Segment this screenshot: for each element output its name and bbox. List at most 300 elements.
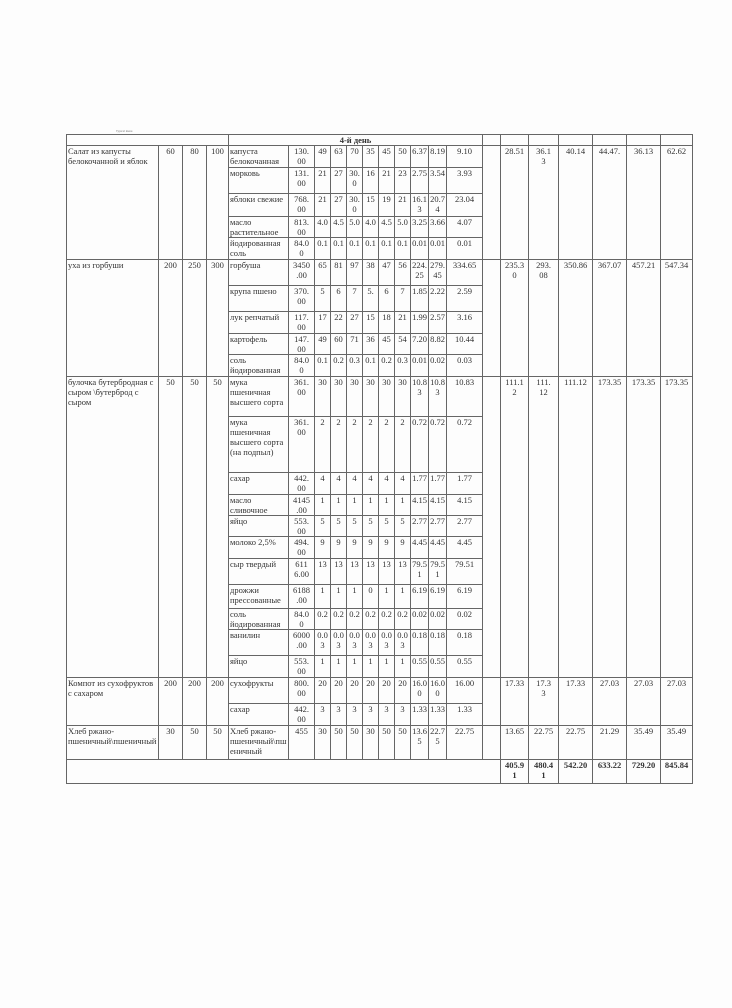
ingredient-value: 3.66 [429, 217, 447, 238]
ingredient-value: 71 [347, 334, 363, 355]
ingredient-name: соль йодированная [229, 609, 289, 630]
ingredient-value: 9 [379, 537, 395, 559]
ingredient-value: 4.45 [447, 537, 483, 559]
ingredient-value: 30 [315, 726, 331, 760]
empty-cell [661, 135, 693, 146]
ingredient-value: 45 [379, 334, 395, 355]
yield-cell: 80 [183, 146, 207, 260]
ingredient-value: 1 [363, 495, 379, 516]
ingredient-name: горбуша [229, 260, 289, 286]
dish-total: 22.75 [559, 726, 593, 760]
empty-cell [67, 135, 229, 146]
dish-total: 17.33 [559, 678, 593, 726]
dish-total: 27.03 [593, 678, 627, 726]
ingredient-value: 21 [395, 312, 411, 334]
ingredient-value: 1 [347, 585, 363, 609]
ingredient-value: 0.72 [429, 417, 447, 473]
ingredient-value: 4.15 [447, 495, 483, 516]
ingredient-value: 13 [379, 559, 395, 585]
ingredient-price: 130. 00 [289, 146, 315, 168]
table-row [67, 377, 693, 417]
dish-total: 111. 12 [529, 377, 559, 678]
ingredient-name: дрожжи прессованные [229, 585, 289, 609]
ingredient-value: 1 [331, 656, 347, 678]
ingredient-value: 79.51 [447, 559, 483, 585]
empty-cell [529, 135, 559, 146]
ingredient-price: 442. 00 [289, 473, 315, 495]
ingredient-value: 54 [395, 334, 411, 355]
grand-total-row [67, 760, 693, 784]
ingredient-value: 22.75 [447, 726, 483, 760]
dish-name: булочка бутербродная с сыром \бутерброд с сыром [67, 377, 159, 678]
ingredient-value: 4 [363, 473, 379, 495]
dish-total: 28.51 [501, 146, 529, 260]
ingredient-value: 3.93 [447, 168, 483, 194]
ingredient-value: 0.1 [395, 238, 411, 260]
ingredient-value: 49 [315, 334, 331, 355]
ingredient-value: 27 [331, 168, 347, 194]
dish-name: уха из горбуши [67, 260, 159, 377]
ingredient-value: 9 [363, 537, 379, 559]
ingredient-value: 6 [331, 286, 347, 312]
ingredient-price: 3450 .00 [289, 260, 315, 286]
ingredient-value: 0.2 [379, 355, 395, 377]
ingredient-name: капуста белокочанная [229, 146, 289, 168]
empty-cell [627, 135, 661, 146]
empty-cell [593, 135, 627, 146]
ingredient-value: 70 [347, 146, 363, 168]
ingredient-value: 1 [331, 495, 347, 516]
ingredient-value: 5.0 [395, 217, 411, 238]
ingredient-value: 2 [395, 417, 411, 473]
ingredient-value: 16.0 0 [411, 678, 429, 704]
ingredient-value: 15 [363, 312, 379, 334]
ingredient-value: 8.19 [429, 146, 447, 168]
dish-total: 21.29 [593, 726, 627, 760]
ingredient-name: яйцо [229, 656, 289, 678]
menu-table [66, 134, 693, 784]
dish-total: 235.3 0 [501, 260, 529, 377]
ingredient-value: 79.5 1 [429, 559, 447, 585]
ingredient-value: 9 [347, 537, 363, 559]
ingredient-value: 13 [315, 559, 331, 585]
ingredient-price: 553. 00 [289, 656, 315, 678]
empty-cell [483, 726, 501, 760]
ingredient-price: 361. 00 [289, 377, 315, 417]
dish-total: 367.07 [593, 260, 627, 377]
ingredient-value: 0.1 [347, 238, 363, 260]
day-title: 4-й день [229, 135, 483, 146]
ingredient-value: 22.7 5 [429, 726, 447, 760]
ingredient-value: 2.57 [429, 312, 447, 334]
ingredient-value: 65 [315, 260, 331, 286]
ingredient-value: 35 [363, 146, 379, 168]
ingredient-value: 2.77 [429, 516, 447, 537]
yield-cell: 200 [159, 260, 183, 377]
ingredient-name: морковь [229, 168, 289, 194]
dish-total: 13.65 [501, 726, 529, 760]
ingredient-value: 5.0 [347, 217, 363, 238]
ingredient-value: 9 [395, 537, 411, 559]
empty-cell [501, 135, 529, 146]
ingredient-value: 1 [347, 656, 363, 678]
ingredient-value: 0.1 [315, 355, 331, 377]
ingredient-value: 1.33 [411, 704, 429, 726]
dish-total: 44.47. [593, 146, 627, 260]
ingredient-price: 455 [289, 726, 315, 760]
ingredient-value: 13 [347, 559, 363, 585]
dish-total: 457.21 [627, 260, 661, 377]
table-row [67, 726, 693, 760]
ingredient-value: 18 [379, 312, 395, 334]
ingredient-price: 4145 .00 [289, 495, 315, 516]
ingredient-value: 36 [363, 334, 379, 355]
ingredient-value: 1 [363, 656, 379, 678]
ingredient-value: 5 [363, 516, 379, 537]
ingredient-value: 2.77 [411, 516, 429, 537]
ingredient-value: 6.19 [447, 585, 483, 609]
ingredient-value: 81 [331, 260, 347, 286]
ingredient-value: 15 [363, 194, 379, 217]
ingredient-value: 5 [379, 516, 395, 537]
ingredient-value: 4.5 [379, 217, 395, 238]
ingredient-value: 20.7 4 [429, 194, 447, 217]
ingredient-value: 3 [395, 704, 411, 726]
ingredient-value: 3 [315, 704, 331, 726]
ingredient-value: 4.0 [315, 217, 331, 238]
yield-cell: 200 [183, 678, 207, 726]
ingredient-value: 27 [347, 312, 363, 334]
dish-total: 111.1 2 [501, 377, 529, 678]
grand-total: 633.22 [593, 760, 627, 784]
empty-cell [67, 760, 501, 784]
ingredient-value: 6.37 [411, 146, 429, 168]
grand-total: 845.84 [661, 760, 693, 784]
ingredient-value: 7 [395, 286, 411, 312]
ingredient-value: 1 [315, 656, 331, 678]
ingredient-value: 0.1 [363, 238, 379, 260]
ingredient-value: 0.02 [447, 609, 483, 630]
ingredient-value: 1 [379, 656, 395, 678]
ingredient-value: 49 [315, 146, 331, 168]
ingredient-value: 5 [395, 516, 411, 537]
dish-total: 173.35 [661, 377, 693, 678]
ingredient-value: 224. 25 [411, 260, 429, 286]
ingredient-value: 20 [347, 678, 363, 704]
ingredient-value: 2.59 [447, 286, 483, 312]
ingredient-value: 0.03 [315, 630, 331, 656]
ingredient-value: 10.44 [447, 334, 483, 355]
ingredient-name: мука пшеничная высшего сорта (на подпыл) [229, 417, 289, 473]
ingredient-name: соль йодированная [229, 355, 289, 377]
dish-total: 173.35 [627, 377, 661, 678]
ingredient-name: яйцо [229, 516, 289, 537]
dish-total: 547.34 [661, 260, 693, 377]
yield-cell: 100 [207, 146, 229, 260]
ingredient-value: 0.18 [429, 630, 447, 656]
ingredient-name: сахар [229, 473, 289, 495]
ingredient-value: 0.0 3 [363, 630, 379, 656]
ingredient-value: 1 [395, 495, 411, 516]
ingredient-value: 3.16 [447, 312, 483, 334]
table-row [67, 260, 693, 286]
ingredient-value: 0 [363, 585, 379, 609]
ingredient-value: 30 [379, 377, 395, 417]
yield-cell: 50 [183, 726, 207, 760]
ingredient-value: 0.1 [331, 238, 347, 260]
grand-total: 480.4 1 [529, 760, 559, 784]
ingredient-value: 7 [347, 286, 363, 312]
ingredient-value: 5 [331, 516, 347, 537]
ingredient-value: 4 [315, 473, 331, 495]
dish-total: 173.35 [593, 377, 627, 678]
dish-total: 17.33 [501, 678, 529, 726]
ingredient-value: 6.19 [429, 585, 447, 609]
ingredient-value: 20 [395, 678, 411, 704]
dish-total: 35.49 [627, 726, 661, 760]
ingredient-value: 0.01 [411, 355, 429, 377]
ingredient-name: крупа пшено [229, 286, 289, 312]
ingredient-value: 0.1 [315, 238, 331, 260]
ingredient-value: 17 [315, 312, 331, 334]
ingredient-value: 2 [379, 417, 395, 473]
yield-cell: 60 [159, 146, 183, 260]
ingredient-name: масло сливочное [229, 495, 289, 516]
table-row [67, 146, 693, 168]
ingredient-value: 63 [331, 146, 347, 168]
ingredient-value: 1 [395, 585, 411, 609]
dish-total: 40.14 [559, 146, 593, 260]
ingredient-value: 13.6 5 [411, 726, 429, 760]
ingredient-value: 50 [347, 726, 363, 760]
ingredient-value: 0.2 [331, 355, 347, 377]
ingredient-value: 8.82 [429, 334, 447, 355]
ingredient-name: лук репчатый [229, 312, 289, 334]
ingredient-value: 27 [331, 194, 347, 217]
ingredient-value: 1.77 [429, 473, 447, 495]
ingredient-value: 5 [315, 516, 331, 537]
ingredient-price: 147. 00 [289, 334, 315, 355]
ingredient-value: 4.45 [429, 537, 447, 559]
ingredient-value: 23 [395, 168, 411, 194]
ingredient-value: 0.03 [395, 630, 411, 656]
ingredient-value: 2.22 [429, 286, 447, 312]
ingredient-value: 22 [331, 312, 347, 334]
ingredient-value: 1.99 [411, 312, 429, 334]
ingredient-value: 4.07 [447, 217, 483, 238]
ingredient-name: молоко 2,5% [229, 537, 289, 559]
ingredient-value: 13 [331, 559, 347, 585]
ingredient-value: 30 [347, 377, 363, 417]
ingredient-value: 0.55 [411, 656, 429, 678]
ingredient-value: 4 [331, 473, 347, 495]
ingredient-name: яблоки свежие [229, 194, 289, 217]
ingredient-price: 370. 00 [289, 286, 315, 312]
ingredient-value: 20 [363, 678, 379, 704]
empty-cell [483, 260, 501, 377]
ingredient-value: 45 [379, 146, 395, 168]
ingredient-value: 0.03 [447, 355, 483, 377]
ingredient-value: 1 [395, 656, 411, 678]
ingredient-value: 0.1 [363, 355, 379, 377]
dish-total: 22.75 [529, 726, 559, 760]
ingredient-value: 0.1 [379, 238, 395, 260]
ingredient-name: Хлеб ржано-пшеничный\пшеничный [229, 726, 289, 760]
ingredient-value: 0.3 [347, 355, 363, 377]
ingredient-price: 117. 00 [289, 312, 315, 334]
ingredient-value: 47 [379, 260, 395, 286]
day-title-row [67, 135, 693, 146]
ingredient-value: 334.65 [447, 260, 483, 286]
ingredient-value: 0.02 [411, 609, 429, 630]
ingredient-value: 0.18 [447, 630, 483, 656]
yield-cell: 50 [207, 377, 229, 678]
empty-cell [483, 135, 501, 146]
ingredient-value: 3 [347, 704, 363, 726]
dish-total: 27.03 [627, 678, 661, 726]
ingredient-value: 4.45 [411, 537, 429, 559]
ingredient-value: 21 [315, 194, 331, 217]
ingredient-value: 97 [347, 260, 363, 286]
dish-total: 350.86 [559, 260, 593, 377]
ingredient-value: 21 [395, 194, 411, 217]
ingredient-value: 0.2 [315, 609, 331, 630]
ingredient-value: 0.2 [379, 609, 395, 630]
ingredient-value: 30 [395, 377, 411, 417]
table-row [67, 678, 693, 704]
ingredient-price: 768. 00 [289, 194, 315, 217]
yield-cell: 50 [183, 377, 207, 678]
empty-cell [483, 146, 501, 260]
ingredient-name: мука пшеничная высшего сорта [229, 377, 289, 417]
ingredient-price: 84.0 0 [289, 609, 315, 630]
ingredient-value: 4.15 [429, 495, 447, 516]
grand-total: 405.9 1 [501, 760, 529, 784]
ingredient-value: 4 [395, 473, 411, 495]
empty-cell [483, 678, 501, 726]
ingredient-value: 0.01 [447, 238, 483, 260]
dish-total: 27.03 [661, 678, 693, 726]
ingredient-value: 23.04 [447, 194, 483, 217]
ingredient-value: 3 [379, 704, 395, 726]
ingredient-value: 0.2 [331, 609, 347, 630]
ingredient-value: 21 [379, 168, 395, 194]
ingredient-value: 6 [379, 286, 395, 312]
ingredient-value: 1 [379, 495, 395, 516]
ingredient-value: 3.25 [411, 217, 429, 238]
ingredient-value: 1 [315, 585, 331, 609]
dish-total: 35.49 [661, 726, 693, 760]
ingredient-value: 5. [363, 286, 379, 312]
ingredient-value: 10.8 3 [411, 377, 429, 417]
ingredient-price: 553. 00 [289, 516, 315, 537]
ingredient-value: 5 [347, 516, 363, 537]
ingredient-value: 30 [363, 726, 379, 760]
ingredient-value: 50 [331, 726, 347, 760]
dish-total: 36.1 3 [529, 146, 559, 260]
ingredient-value: 4.5 [331, 217, 347, 238]
ingredient-name: сухофрукты [229, 678, 289, 704]
ingredient-value: 20 [315, 678, 331, 704]
ingredient-value: 0.02 [429, 355, 447, 377]
dish-total: 293. 08 [529, 260, 559, 377]
ingredient-value: 0.2 [363, 609, 379, 630]
ingredient-value: 30.0 [347, 194, 363, 217]
ingredient-value: 20 [379, 678, 395, 704]
ingredient-value: 5 [315, 286, 331, 312]
yield-cell: 50 [159, 377, 183, 678]
ingredient-value: 1.77 [411, 473, 429, 495]
ingredient-value: 30 [331, 377, 347, 417]
ingredient-value: 0.03 [331, 630, 347, 656]
ingredient-value: 3.54 [429, 168, 447, 194]
ingredient-value: 10.8 3 [429, 377, 447, 417]
ingredient-value: 10.83 [447, 377, 483, 417]
ingredient-value: 1.33 [429, 704, 447, 726]
ingredient-value: 1 [331, 585, 347, 609]
ingredient-price: 6000 .00 [289, 630, 315, 656]
ingredient-name: сахар [229, 704, 289, 726]
ingredient-value: 16.1 3 [411, 194, 429, 217]
ingredient-name: йодированная соль [229, 238, 289, 260]
dish-total: 36.13 [627, 146, 661, 260]
yield-cell: 200 [159, 678, 183, 726]
ingredient-value: 1.33 [447, 704, 483, 726]
ingredient-value: 0.2 [347, 609, 363, 630]
ingredient-value: 7.20 [411, 334, 429, 355]
ingredient-value: 1 [347, 495, 363, 516]
ingredient-value: 0.03 [347, 630, 363, 656]
ingredient-value: 38 [363, 260, 379, 286]
ingredient-value: 79.5 1 [411, 559, 429, 585]
ingredient-value: 21 [315, 168, 331, 194]
yield-cell: 30 [159, 726, 183, 760]
ingredient-value: 16.0 0 [429, 678, 447, 704]
ingredient-value: 0.01 [429, 238, 447, 260]
ingredient-value: 2 [331, 417, 347, 473]
ingredient-value: 20 [331, 678, 347, 704]
ingredient-price: 442. 00 [289, 704, 315, 726]
ingredient-price: 131. 00 [289, 168, 315, 194]
ingredient-value: 0.72 [447, 417, 483, 473]
ingredient-value: 30.0 [347, 168, 363, 194]
ingredient-value: 3 [331, 704, 347, 726]
ingredient-value: 4 [347, 473, 363, 495]
ingredient-value: 60 [331, 334, 347, 355]
ingredient-value: 2 [315, 417, 331, 473]
ingredient-price: 494. 00 [289, 537, 315, 559]
ingredient-value: 4 [379, 473, 395, 495]
ingredient-value: 13 [363, 559, 379, 585]
ingredient-value: 56 [395, 260, 411, 286]
ingredient-value: 13 [395, 559, 411, 585]
ingredient-name: масло растительное [229, 217, 289, 238]
ingredient-name: ванилин [229, 630, 289, 656]
ingredient-value: 2.75 [411, 168, 429, 194]
ingredient-value: 0.01 [411, 238, 429, 260]
ingredient-value: 50 [379, 726, 395, 760]
ingredient-value: 16 [363, 168, 379, 194]
dish-total: 111.12 [559, 377, 593, 678]
ingredient-value: 4.15 [411, 495, 429, 516]
ingredient-price: 84.0 0 [289, 238, 315, 260]
ingredient-value: 1 [379, 585, 395, 609]
ingredient-price: 800. 00 [289, 678, 315, 704]
empty-cell [559, 135, 593, 146]
ingredient-price: 361. 00 [289, 417, 315, 473]
yield-cell: 300 [207, 260, 229, 377]
tiny-caption: Typical menu [116, 129, 133, 133]
